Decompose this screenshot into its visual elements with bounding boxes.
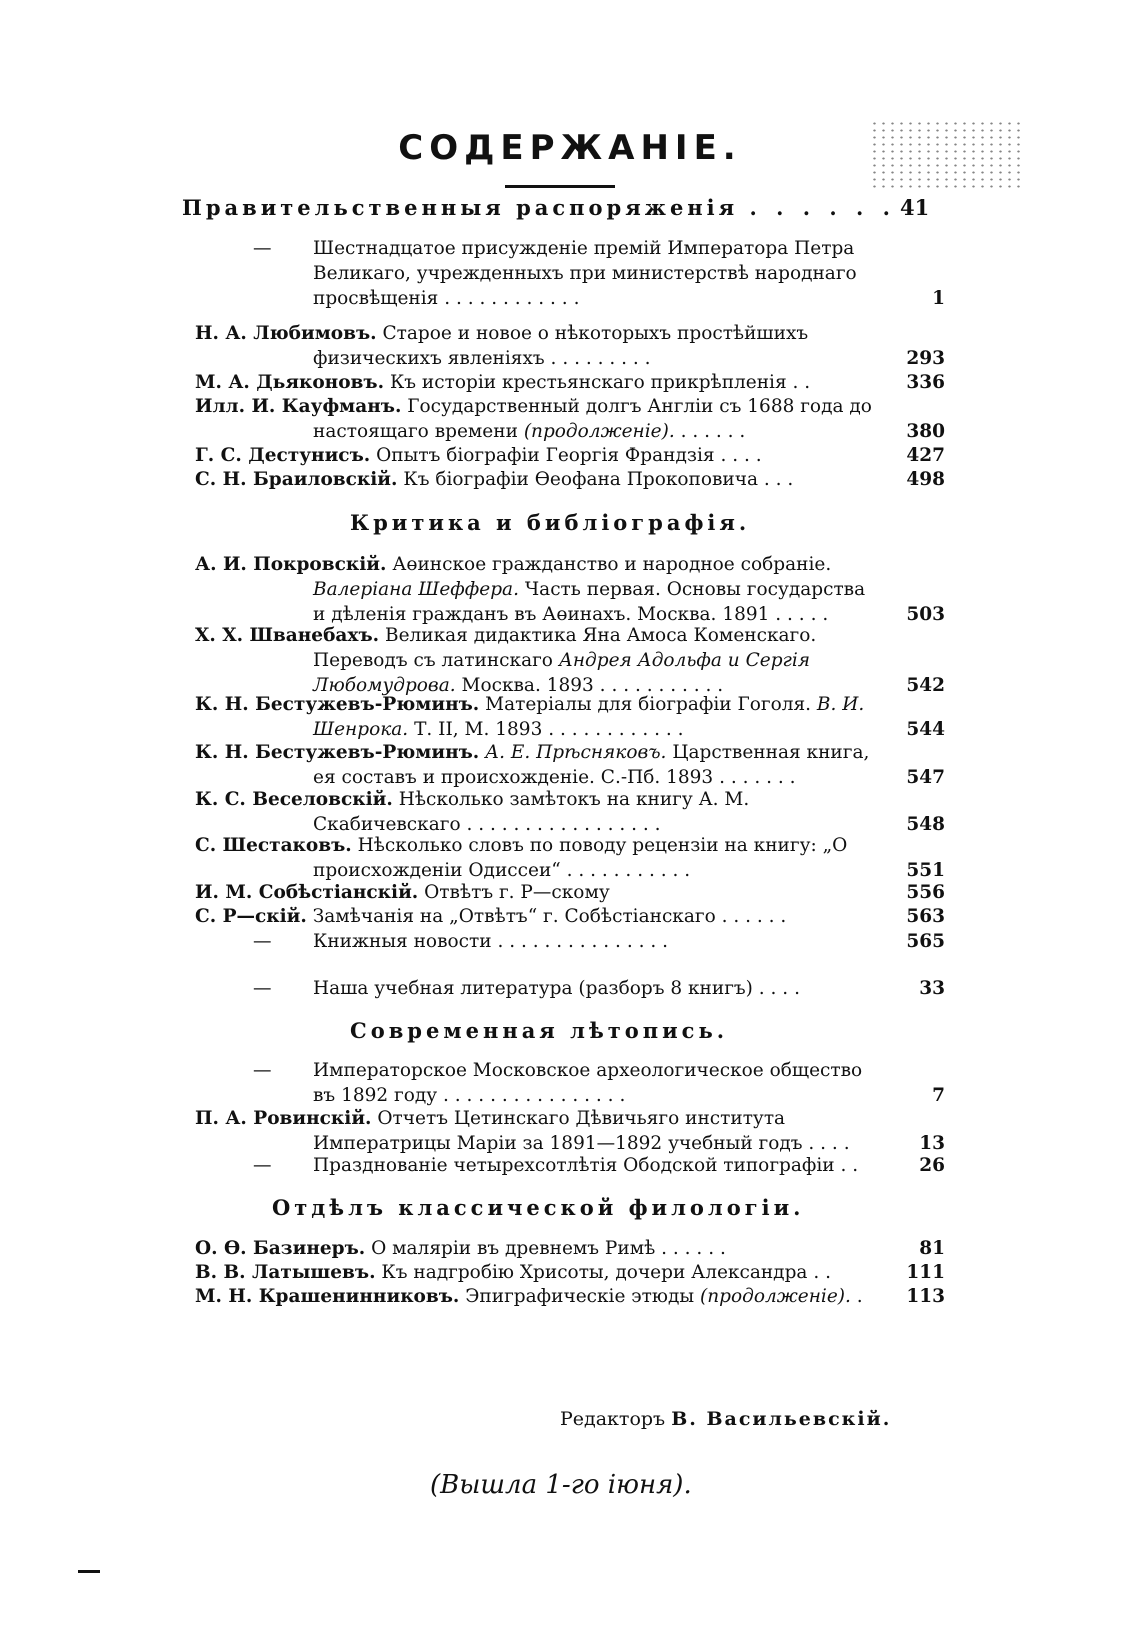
entry-author: С. Р—скій. [195,906,307,927]
entry-author: С. Шестаковъ. [195,835,352,856]
entry-page: 81 [919,1238,945,1259]
toc-entry: П. А. Ровинскій. Отчетъ Цетинскаго Дѣвичьяго института Императрицы Маріи за 1891—1892 учебный годъ . . . . 13 [195,1108,945,1154]
toc-entry: Г. С. Дестунисъ. Опытъ біографіи Георгія Франдзія . . . . 427 [195,445,945,466]
entry-author: О. Ө. Базинеръ. [195,1238,366,1259]
entry-author: М. Н. Крашенинниковъ. [195,1286,460,1307]
entry-page: 293 [906,348,945,369]
section-heading-chronicle: Современная лѣтопись. [350,1018,729,1043]
entry-italic: В. И. Шенрока. [313,694,865,740]
entry-author: А. И. Покровскій. [195,554,387,575]
entry-italic: (продолженіе). [700,1286,851,1307]
entry-text: Къ исторіи крестьянскаго прикрѣпленія [389,372,787,393]
toc-entry: Илл. И. Кауфманъ. Государственный долгъ Англіи съ 1688 года до настоящаго времени (продолженіе). . . . . . . 380 [195,396,945,442]
entry-text: Наша учебная литература (разборъ 8 книгъ) [313,978,753,999]
entry-author: Илл. И. Кауфманъ. [195,396,402,417]
entry-author: М. А. Дьяконовъ. [195,372,385,393]
entry-author: С. Н. Браиловскій. [195,469,398,490]
entry-italic: Валеріана Шеффера. [313,579,519,600]
entry-author: Х. Х. Шванебахъ. [195,625,380,646]
print-noise [870,120,1020,190]
entry-text: Къ надгробію Хрисоты, дочери Александра [381,1262,808,1283]
entry-dash: — [253,1060,272,1081]
entry-page: 544 [906,719,945,740]
entry-text-2: Часть первая. Основы государства и дѣленія гражданъ въ Аөинахъ. Москва. 1891 [313,579,866,625]
handwritten-note: (Вышла 1-го іюня). [430,1470,692,1500]
toc-entry [195,880,945,905]
section-title: Правительственныя распоряженія [182,195,739,220]
toc-entry: С. Шестаковъ. Нѣсколько словъ по поводу рецензіи на книгу: „О происхожденіи Одиссеи“ . . . . . . . . . . . 551 [195,835,945,881]
toc-entry: — Императорское Московское археологическое общество въ 1892 году . . . . . . . . . . . . . . . . 7 [253,1060,945,1106]
entry-text: Опытъ біографіи Георгія Франдзія [376,445,715,466]
toc-entry: А. И. Покровскій. Аөинское гражданство и народное собраніе. Валеріана Шеффера. Часть первая. Основы государства и дѣленія гражданъ въ Аөинахъ. Москва. 1891 . . . . . 503 [195,554,945,625]
entry-page: 565 [906,931,945,952]
toc-entry: — Наша учебная литература (разборъ 8 книгъ) . . . . 33 [253,978,945,999]
entry-page: 380 [906,421,945,442]
entry-italic: (продолженіе). [523,421,675,442]
editor-name: В. Васильевскій. [671,1408,892,1430]
entry-page: 551 [906,860,945,881]
entry-author: К. Н. Бестужевъ-Рюминъ. [195,694,480,715]
toc-entry: Н. А. Любимовъ. Старое и новое о нѣкоторыхъ простѣйшихъ физическихъ явленіяхъ . . . . . . . . . 293 [195,323,945,369]
entry-page: 563 [906,906,945,927]
entry-text: Нѣсколько словъ по поводу рецензіи на книгу: „О происхожденіи Одиссеи“ [313,835,848,881]
entry-text: Эпиграфическіе этюды [465,1286,695,1307]
toc-entry: С. Р—скій. Замѣчанія на „Отвѣтъ“ г. Собѣстіанскаго . . . . . . 563 [195,906,945,927]
entry-text: Празднованіе четырехсотлѣтія Ободской типографіи [313,1155,835,1176]
entry-italic: Андрея Адольфа и Сергія Любомудрова. [313,650,811,696]
entry-dash: — [253,978,272,999]
entry-author: П. А. Ровинскій. [195,1108,372,1129]
toc-entry: — Книжныя новости . . . . . . . . . . . . . . . 565 [253,931,945,952]
section-heading-criticism: Критика и библіографія. [350,510,751,535]
entry-page: 1 [932,288,945,309]
entry-text: Къ біографіи Өеофана Прокоповича [403,469,759,490]
entry-dash: — [253,1155,272,1176]
entry-page: 556 [906,882,945,903]
entry-text-2: Москва. 1893 [461,675,594,696]
entry-italic: А. Е. Прѣсняковъ. [485,742,667,763]
entry-page: 26 [919,1155,945,1176]
entry-author: Н. А. Любимовъ. [195,323,377,344]
toc-entry: М. А. Дьяконовъ. Къ исторіи крестьянскаго прикрѣпленія . . 336 [195,372,945,393]
entry-author: Г. С. Дестунисъ. [195,445,371,466]
toc-entry: К. С. Веселовскій. Нѣсколько замѣтокъ на книгу А. М. Скабичевскаго . . . . . . . . . . . . . . . . . 548 [195,789,945,835]
entry-page: 548 [906,814,945,835]
toc-entry: С. Н. Браиловскій. Къ біографіи Өеофана Прокоповича . . . 498 [195,469,945,490]
entry-dash: — [253,931,272,952]
entry-text: Императорское Московское археологическое общество въ 1892 году [313,1060,863,1106]
entry-text: Государственный долгъ Англіи съ 1688 года до настоящаго времени [313,396,872,442]
entry-author: К. С. Веселовскій. [195,789,393,810]
entry-page: 498 [906,469,945,490]
toc-entry: К. Н. Бестужевъ-Рюминъ. А. Е. Прѣсняковъ. Царственная книга, ея составъ и происхожденіе. С.-Пб. 1893 . . . . . . . 547 [195,742,945,788]
entry-text: Старое и новое о нѣкоторыхъ простѣйшихъ физическихъ явленіяхъ [313,323,809,369]
title-rule [505,185,615,188]
toc-entry: — Шестнадцатое присужденіе премій Императора Петра Великаго, учрежденныхъ при министерствѣ народнаго просвѣщенія . . . . . . . . . . . . 1 [253,238,945,309]
entry-text: Аөинское гражданство и народное собраніе. [392,554,832,575]
entry-page: 113 [906,1286,945,1307]
editor-line [560,1408,891,1430]
toc-entry: В. В. Латышевъ. Къ надгробію Хрисоты, дочери Александра . . 111 [195,1262,945,1283]
toc-entry: — Празднованіе четырехсотлѣтія Ободской типографіи . . 26 [253,1155,945,1176]
toc-entry: О. Ө. Базинеръ. О маляріи въ древнемъ Римѣ . . . . . . 81 [195,1238,945,1259]
toc-entry: Х. Х. Шванебахъ. Великая дидактика Яна Амоса Коменскаго. Переводъ съ латинскаго Андрея Адольфа и Сергія Любомудрова. Москва. 1893 . . . . . . . . . . . 542 [195,625,945,696]
entry-page: 427 [906,445,945,466]
entry-author: В. В. Латышевъ. [195,1262,376,1283]
entry-text: Матеріалы для біографіи Гоголя. [485,694,812,715]
entry-text: Царственная книга, ея составъ и происхожденіе. С.-Пб. 1893 [313,742,870,788]
margin-mark [78,1570,100,1573]
entry-author: К. Н. Бестужевъ-Рюминъ. [195,742,480,763]
entry-text: О маляріи въ древнемъ Римѣ [371,1238,656,1259]
entry-author: И. М. Собѣстіанскій. [195,882,419,903]
entry-page: 33 [919,978,945,999]
entry-text: Великая дидактика Яна Амоса Коменскаго. Переводъ съ латинскаго [313,625,817,671]
section-heading-philology: Отдѣлъ классической филологіи. [272,1195,805,1220]
entry-page: 547 [906,767,945,788]
entry-page: 542 [906,675,945,696]
entry-page: 111 [906,1262,945,1283]
entry-page: 336 [906,372,945,393]
entry-text: Нѣсколько замѣтокъ на книгу А. М. Скабичевскаго [313,789,750,835]
editor-label: Редакторъ [560,1408,666,1430]
entry-text: Шестнадцатое присужденіе премій Императора Петра Великаго, учрежденныхъ при министерствѣ народнаго просвѣщенія [313,238,857,309]
entry-dash: — [253,238,272,259]
toc-entry: М. Н. Крашенинниковъ. Эпиграфическіе этюды (продолженіе). . 113 [195,1286,945,1307]
page-title: СОДЕРЖАНІЕ. [398,128,742,168]
entry-page: 7 [932,1085,945,1106]
section-heading-government: Правительственныя распоряженія . . . . . . [182,195,896,220]
toc-entry: К. Н. Бестужевъ-Рюминъ. Матеріалы для біографіи Гоголя. В. И. Шенрока. Т. II, М. 1893 . . . . . . . . . . . . 544 [195,694,945,740]
entry-text: Отвѣтъ г. Р—скому [424,882,610,903]
entry-text: Замѣчанія на „Отвѣтъ“ г. Собѣстіанскаго [312,906,716,927]
entry-text-2: Т. II, М. 1893 [414,719,543,740]
entry-page: 503 [906,604,945,625]
entry-text: Отчетъ Цетинскаго Дѣвичьяго института Императрицы Маріи за 1891—1892 учебный годъ [313,1108,803,1154]
entry-page: 13 [919,1133,945,1154]
section-page: 41 [900,195,930,220]
entry-text: Книжныя новости [313,931,492,952]
